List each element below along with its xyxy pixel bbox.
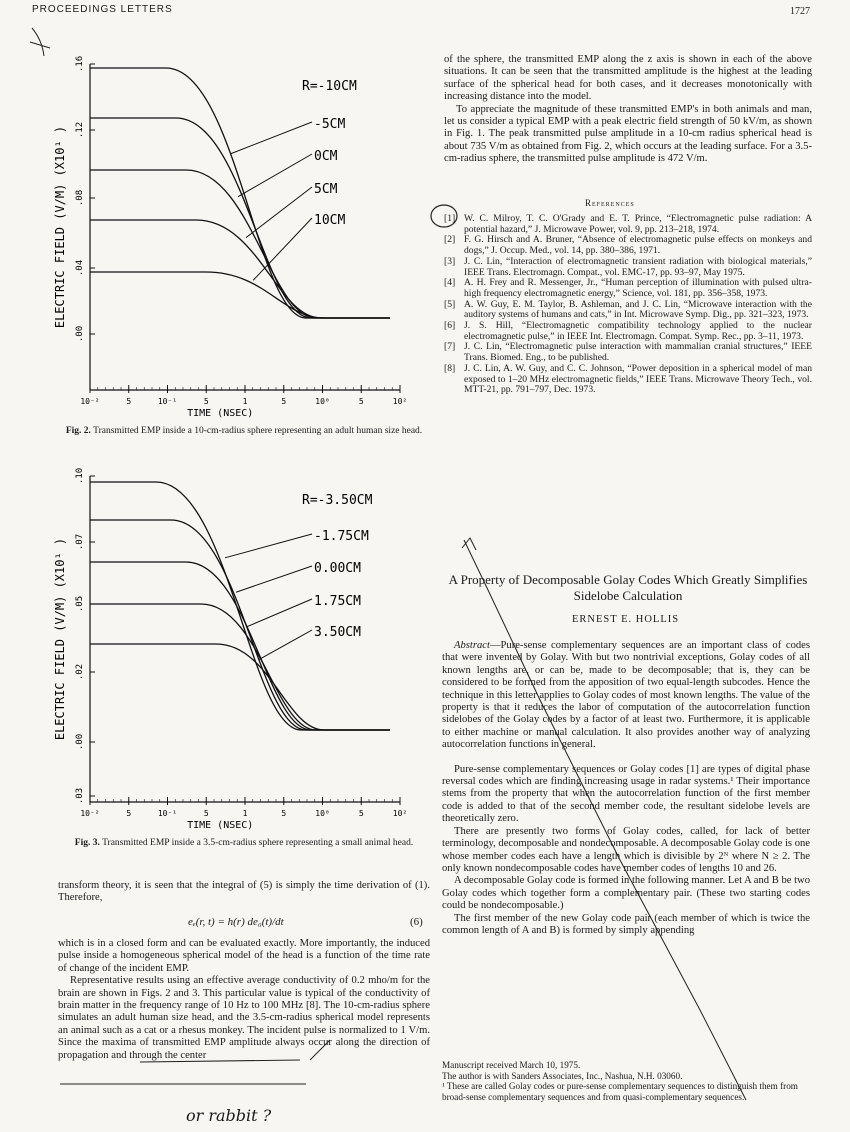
right-paragraph-1: of the sphere, the transmitted EMP along the z axis is shown in each of the above situations. It can be seen that the transmitted amplitude is the highest at the leading surface of the spherical head for both cases, and it decreases monotonically with increasing distance into the model. xyxy=(444,54,812,103)
article-author: ERNEST E. HOLLIS xyxy=(572,614,680,625)
fig3-y-axis-label: ELECTRIC FIELD (V/M) (X10¹ ) xyxy=(53,537,67,741)
reference-text: A. W. Guy, E. M. Taylor, B. Ashleman, and J. C. Lin, “Microwave interaction with the auditory systems of humans and cats,” in Int. Microwave Symp. Dig., pp. 321–323, 1973. xyxy=(464,298,812,321)
figure-2-caption-text: Transmitted EMP inside a 10-cm-radius sphere representing an adult human size head. xyxy=(93,426,423,436)
fig2-x-tick-label: 5 xyxy=(126,397,132,406)
fig3-x-tick-label: 1 xyxy=(242,809,248,818)
fig2-y-tick-label: .08 xyxy=(75,189,85,207)
reference-text: J. C. Lin, A. W. Guy, and C. C. Johnson, “Power deposition in a spherical model of man exposed to 1–20 MHz electromagnetic fields,” IEEE Trans. Microwave Theory Tech., vol. MTT-21, pp. 791–797, Dec. 1973. xyxy=(464,362,812,396)
footnote-affiliation: The author is with Sanders Associates, Inc., Nashua, N.H. 03060. xyxy=(442,1070,683,1081)
right-paragraph-2: To appreciate the magnitude of these transmitted EMP's in both animals and man, let us consider a typical EMP with a peak electric field strength of 50 kV/m, as shown in Fig. 1. The peak transmitted pulse amplitude in a 10-cm radius spherical head is about 735 V/m as obtained from Fig. 2, which occurs at the leading surface. For a 3.5-cm-radius sphere, the transmitted pulse amplitude is 472 V/m. xyxy=(444,103,812,165)
fig2-y-tick-label: .04 xyxy=(75,259,85,277)
fig3-curve-label: R=-3.50CM xyxy=(302,493,373,508)
fig3-y-tick-label: .07 xyxy=(75,533,85,551)
fig3-x-tick-label: 10⁰ xyxy=(315,809,330,818)
left-paragraph-3: Representative results using an effective average conductivity of 0.2 mho/m for the brain are shown in Figs. 2 and 3. This particular value is typical of the conductivity of brain matter in the frequency range of 10 Hz to 100 MHz [8]. The 10-cm-radius sphere simulates an adult human size head, and the 3.5-cm-radius spherical model represents an animal such as a cat or a rhesus monkey. The incident pulse is normalized to 1 V/m. Since the maxima of transmitted EMP amplitude always occur along the direction of propagation and through the center xyxy=(58,975,430,1061)
figure-3-caption-number: Fig. 3. xyxy=(74,838,100,848)
reference-text: F. G. Hirsch and A. Bruner, “Absence of electromagnetic pulse effects on monkeys and dogs,” J. Occup. Med., vol. 14, pp. 380–386, 1971. xyxy=(464,234,812,257)
footnote-received: Manuscript received March 10, 1975. xyxy=(442,1060,581,1070)
equation-number: (6) xyxy=(410,916,423,928)
fig2-curve-label: 10CM xyxy=(314,213,346,228)
reference-text: J. C. Lin, “Electromagnetic pulse interaction with mammalian cranial structures,” IEEE Trans. Biomed. Eng., to be published. xyxy=(464,341,812,364)
fig2-curve-label: 5CM xyxy=(314,182,338,197)
article-title: A Property of Decomposable Golay Codes Which Greatly Simplifies Sidelobe Calculation xyxy=(448,572,808,603)
fig2-y-axis-label: ELECTRIC FIELD (V/M) (X10¹ ) xyxy=(53,125,67,329)
fig3-x-axis-label: TIME (NSEC) xyxy=(187,820,254,831)
reference-number: [5] xyxy=(444,298,456,310)
reference-text: J. C. Lin, “Interaction of electromagnetic transient radiation with biological materials,” IEEE Trans. Electromagn. Compat., vol. EMC-17, pp. 93–97, May 1975. xyxy=(464,255,812,278)
reference-number: [2] xyxy=(444,234,456,246)
pen-diagonal-line xyxy=(464,540,746,1100)
reference-text: J. S. Hill, “Electromagnetic compatibility technology applied to the nuclear electromagnetic pulse,” in IEEE Int. Electromagn. Compat. Symp. Rec., pp. 3–11, 1973. xyxy=(464,320,812,342)
fig2-curve-label: 0CM xyxy=(314,149,338,164)
reference-text: A. H. Frey and R. Messenger, Jr., “Human perception of illumination with pulsed ultra-high frequency electromagnetic energy,” Science, vol. 181, pp. 356–358, 1973. xyxy=(464,277,812,299)
references-heading: References xyxy=(585,198,635,208)
fig3-y-tick-label: .05 xyxy=(75,595,85,613)
footnote-1: ¹ These are called Golay codes or pure-sense complementary sequences to distinguish them from broad-sense complementary sequences and from quasi-complementary sequences. xyxy=(442,1081,798,1102)
fig3-y-tick-label: .03 xyxy=(75,787,85,805)
fig2-y-tick-label: .12 xyxy=(75,121,85,139)
fig3-curve-label: 0.00CM xyxy=(314,561,361,576)
fig2-x-tick-label: 10² xyxy=(392,397,408,406)
fig2-x-tick-label: 5 xyxy=(203,397,209,406)
figure-3-caption-text: Transmitted EMP inside a 3.5-cm-radius sphere representing a small animal head. xyxy=(102,838,414,848)
fig2-curve-label: -5CM xyxy=(314,117,346,132)
fig2-x-tick-label: 10⁻¹ xyxy=(157,397,178,406)
fig2-x-tick-label: 5 xyxy=(281,397,287,406)
left-paragraph-2: which is in a closed form and can be evaluated exactly. More importantly, the induced pulse inside a homogeneous spherical model of the head is a function of the time rate of change of the incident EMP. xyxy=(58,938,430,974)
fig2-x-tick-label: 10⁻² xyxy=(80,397,100,406)
fig3-curve-label: 1.75CM xyxy=(314,594,361,609)
fig3-x-tick-label: 5 xyxy=(126,809,132,818)
fig2-x-tick-label: 5 xyxy=(358,397,364,406)
fig2-y-tick-label: .16 xyxy=(75,55,85,73)
reference-text: W. C. Milroy, T. C. O'Grady and E. T. Prince, “Electromagnetic pulse radiation: A potential hazard,” J. Microwave Power, vol. 9, pp. 213–218, 1974. xyxy=(464,213,812,235)
reference-number: [7] xyxy=(444,341,456,353)
fig3-x-tick-label: 10⁻¹ xyxy=(157,809,178,818)
reference-number: [3] xyxy=(444,255,456,267)
page-number: 1727 xyxy=(790,6,810,17)
fig3-x-tick-label: 10² xyxy=(392,809,408,818)
fig2-x-tick-label: 10⁰ xyxy=(315,397,330,406)
fig3-x-tick-label: 5 xyxy=(281,809,287,818)
fig2-x-tick-label: 1 xyxy=(242,397,248,406)
left-paragraph-1: transform theory, it is seen that the integral of (5) is simply the time derivation of (1). Therefore, xyxy=(58,880,430,904)
fig3-x-tick-label: 5 xyxy=(358,809,364,818)
reference-number: [4] xyxy=(444,277,456,289)
fig2-curve-label: R=-10CM xyxy=(302,79,357,94)
running-header: PROCEEDINGS LETTERS xyxy=(32,4,173,15)
fig3-y-tick-label: .00 xyxy=(75,733,85,751)
fig2-x-axis-label: TIME (NSEC) xyxy=(187,408,254,419)
reference-number: [6] xyxy=(444,320,456,332)
fig3-y-tick-label: .02 xyxy=(75,663,85,681)
handwritten-annotation: or rabbit ? xyxy=(186,1106,272,1125)
fig3-x-tick-label: 5 xyxy=(203,809,209,818)
article-paragraph-1: Pure-sense complementary sequences or Golay codes [1] are types of digital phase reversal codes which are finding increasing usage in radar systems.¹ Their importance stems from the property that when the autocorrelation function of the first member code is added to that of the second member code, the resultant sidelobe levels are theoretically zero. xyxy=(442,763,810,825)
abstract-text: —Pure-sense complementary sequences are an important class of codes that were invented by Golay. With but two nontrivial exceptions, Golay codes of all known lengths are, or can be, made to be decomposable; that is, they can be considered to be formed from the apposition of two equal-length subcodes. Hence the technique in this letter applies to Golay codes of most known lengths. The value of the property is that it reduces the labor of computation of the autocorrelation function sidelobes of the Golay codes by a factor of at least two. Furthermore, it is applicable to either machine or manual calculation. It also provides another way of analyzing autocorrelation functions in general. xyxy=(442,640,810,751)
equation-6: eₑ(r, t) = h(r) de₀(t)/dt xyxy=(188,916,284,928)
fig3-curve-label: -1.75CM xyxy=(314,529,369,544)
article-paragraph-4: The first member of the new Golay code pair (each member of which is twice the common length of A and B) is formed by simply appending xyxy=(442,912,810,936)
fig3-curve-label: 3.50CM xyxy=(314,625,361,640)
article-paragraph-3: A decomposable Golay code is formed in the following manner. Let A and B be two Golay codes which together form a complementary pair. (These two starting codes could be nondecomposable.) xyxy=(442,875,810,912)
fig2-y-tick-label: .00 xyxy=(75,325,85,343)
fig3-y-tick-label: .10 xyxy=(75,467,85,485)
fig3-x-tick-label: 10⁻² xyxy=(80,809,100,818)
abstract-label: Abstract xyxy=(454,640,490,651)
reference-number: [8] xyxy=(444,362,456,374)
article-paragraph-2: There are presently two forms of Golay codes, called, for lack of better terminology, decomposable and nondecomposable. A decomposable Golay code is one whose member codes each have a length which is divisible by 2ᴺ where N ≥ 2. The only known nondecomposable codes have member codes of lengths 10 and 26. xyxy=(442,825,810,874)
figure-2-caption-number: Fig. 2. xyxy=(65,426,91,436)
reference-number: [1] xyxy=(444,213,456,224)
pen-circle-ref1 xyxy=(431,205,457,227)
